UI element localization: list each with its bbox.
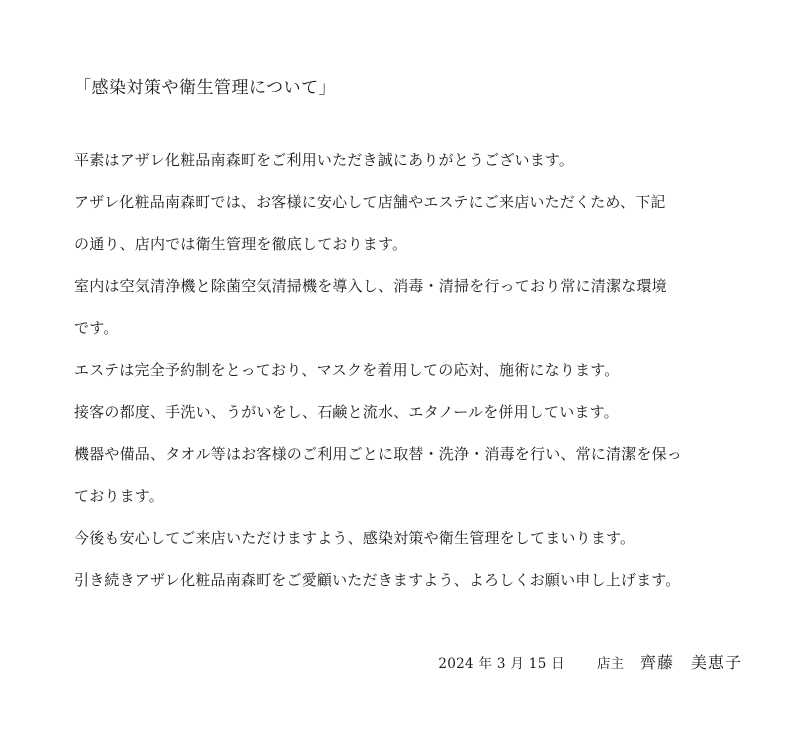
notice-line-air-cleaning-continued: です。 bbox=[74, 319, 119, 337]
notice-line-commitment: 今後も安心してご来店いただけますよう、感染対策や衛生管理をしてまいります。 bbox=[74, 529, 636, 547]
signature-block bbox=[438, 650, 742, 673]
notice-line-air-cleaning: 室内は空気清浄機と除菌空気清掃機を導入し、消毒・清掃を行っており常に清潔な環境 bbox=[74, 277, 667, 295]
signature-role: 店主 bbox=[596, 656, 624, 672]
notice-line-closing: 引き続きアザレ化粧品南森町をご愛顧いただきますよう、よろしくお願い申し上げます。 bbox=[74, 571, 681, 589]
notice-body bbox=[74, 148, 754, 610]
notice-line-reservation: エステは完全予約制をとっており、マスクを着用しての応対、施術になります。 bbox=[74, 361, 620, 379]
notice-line-greeting: 平素はアザレ化粧品南森町をご利用いただき誠にありがとうございます。 bbox=[74, 151, 575, 169]
notice-line-intro-continued: の通り、店内では衛生管理を徹底しております。 bbox=[74, 235, 408, 253]
notice-line-equipment-continued: ております。 bbox=[74, 487, 165, 505]
notice-line-handwashing: 接客の都度、手洗い、うがいをし、石鹸と流水、エタノールを併用しています。 bbox=[74, 403, 619, 421]
notice-line-intro: アザレ化粧品南森町では、お客様に安心して店舗やエステにご来店いただくため、下記 bbox=[74, 193, 666, 211]
signature-date: 2024 年 3 月 15 日 bbox=[438, 656, 565, 672]
signature-name: 齊藤 美恵子 bbox=[639, 653, 742, 672]
notice-line-equipment: 機器や備品、タオル等はお客様のご利用ごとに取替・洗浄・消毒を行い、常に清潔を保っ bbox=[74, 445, 683, 463]
notice-title: 「感染対策や衛生管理について」 bbox=[74, 78, 337, 98]
notice-header bbox=[74, 76, 754, 100]
